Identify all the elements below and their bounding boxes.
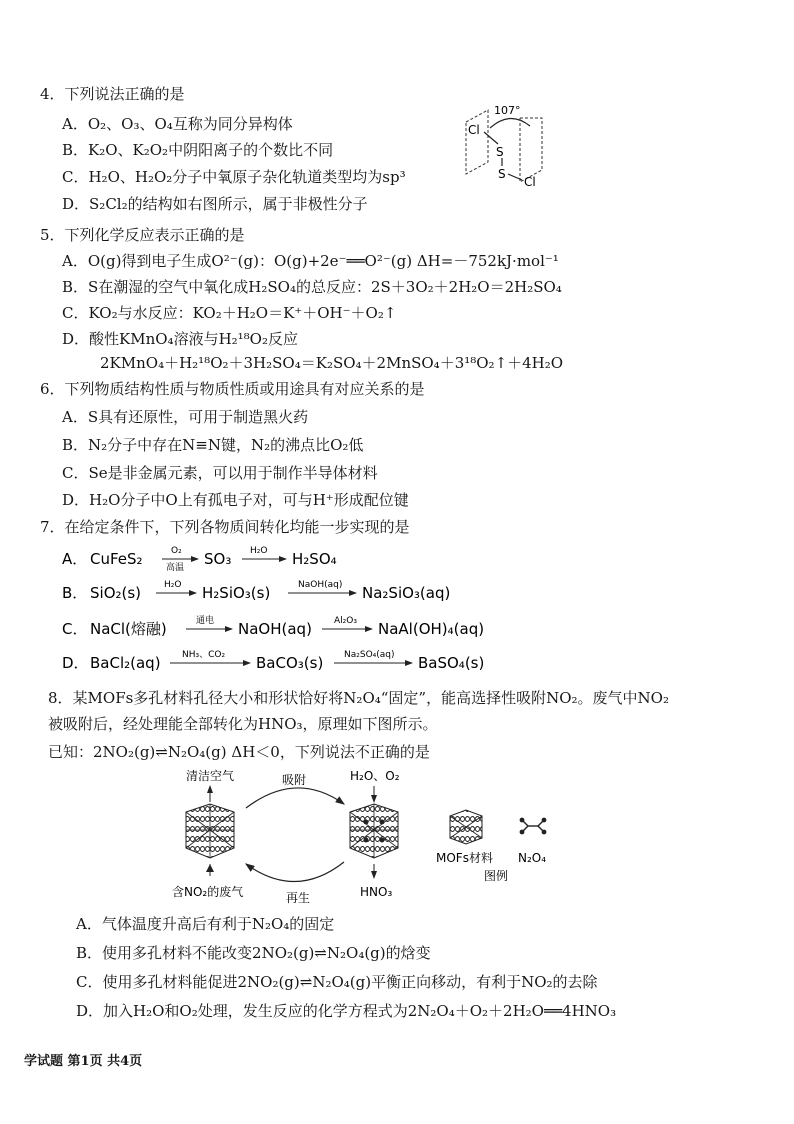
q6-option-c: C．Se是非金属元素，可以用于制作半导体材料 bbox=[62, 464, 378, 482]
q6-option-b: B．N₂分子中存在N≡N键，N₂的沸点比O₂低 bbox=[62, 436, 364, 454]
q7-d-s1: BaCl₂(aq) bbox=[90, 654, 161, 672]
waste-gas-arrowhead bbox=[206, 864, 214, 872]
plane-right bbox=[520, 118, 542, 182]
q4-option-a: A．O₂、O₃、O₄互称为同分异构体 bbox=[62, 115, 293, 133]
plane-left bbox=[466, 110, 488, 174]
q7-stem: 7．在给定条件下，下列各物质间转化均能一步实现的是 bbox=[40, 518, 410, 536]
q7-a-label: A． bbox=[62, 550, 88, 568]
q4-option-b: B．K₂O、K₂O₂中阴阳离子的个数比不同 bbox=[62, 141, 334, 159]
q7-option-d bbox=[62, 650, 484, 672]
q4-option-d: D．S₂Cl₂的结构如右图所示，属于非极性分子 bbox=[62, 195, 368, 213]
q6-option-d: D．H₂O分子中O上有孤电子对，可与H⁺形成配位键 bbox=[62, 491, 409, 509]
q7-b-label: B． bbox=[62, 584, 88, 602]
q8-known: 已知：2NO₂(g)⇌N₂O₄(g) ΔH＜0，下列说法不正确的是 bbox=[48, 743, 430, 761]
q5-option-d: D．酸性KMnO₄溶液与H₂¹⁸O₂反应 bbox=[62, 330, 298, 348]
bond-cl-s-1 bbox=[484, 132, 498, 144]
product-label: HNO₃ bbox=[360, 885, 393, 899]
legend-title: 图例 bbox=[484, 869, 509, 883]
q7-d-s3: BaSO₄(s) bbox=[418, 654, 485, 672]
adsorb-label: 吸附 bbox=[282, 773, 307, 787]
q8-option-a: A．气体温度升高后有利于N₂O₄的固定 bbox=[76, 915, 335, 933]
q7-option-b bbox=[62, 580, 450, 602]
waste-gas-label: 含NO₂的废气 bbox=[172, 885, 244, 899]
clean-air-label: 清洁空气 bbox=[186, 769, 235, 783]
q6-option-a: A．S具有还原性，可用于制造黑火药 bbox=[62, 408, 309, 426]
q7-c-s3: NaAl(OH)₄(aq) bbox=[378, 620, 485, 638]
q7-b-s1: SiO₂(s) bbox=[90, 584, 142, 602]
q7-d-s2: BaCO₃(s) bbox=[256, 654, 324, 672]
q7-d-c2-top: Na₂SO₄(aq) bbox=[344, 650, 395, 660]
page-footer: 学试题 第1页 共4页 bbox=[24, 1054, 143, 1069]
q7-d-label: D． bbox=[62, 654, 89, 672]
legend-mof-label: MOFs材料 bbox=[436, 851, 493, 865]
q5-stem: 5．下列化学反应表示正确的是 bbox=[40, 226, 245, 244]
regenerate-label: 再生 bbox=[286, 891, 311, 905]
q5-option-b: B．S在潮湿的空气中氧化成H₂SO₄的总反应：2S＋3O₂＋2H₂O＝2H₂SO₄ bbox=[62, 278, 562, 296]
q7-a-c2-top: H₂O bbox=[250, 546, 268, 556]
angle-label: 107° bbox=[494, 104, 521, 117]
atom-s-2: S bbox=[498, 167, 506, 181]
q7-a-c1-top: O₂ bbox=[171, 546, 182, 556]
q5-option-d-equation: 2KMnO₄＋H₂¹⁸O₂＋3H₂SO₄＝K₂SO₄＋2MnSO₄＋3¹⁸O₂↑＋4H₂O bbox=[100, 354, 564, 372]
adsorb-arrow bbox=[246, 788, 344, 808]
q7-b-c1-top: H₂O bbox=[164, 580, 182, 590]
q7-b-s3: Na₂SiO₃(aq) bbox=[362, 584, 451, 602]
q6-stem: 6．下列物质结构性质与物质性质或用途具有对应关系的是 bbox=[40, 380, 425, 398]
atom-cl-2: Cl bbox=[524, 175, 536, 189]
q8-option-b: B．使用多孔材料不能改变2NO₂(g)⇌N₂O₄(g)的焓变 bbox=[76, 944, 431, 962]
q7-d-c1-top: NH₃、CO₂ bbox=[182, 650, 226, 660]
regenerate-arrow bbox=[246, 862, 344, 882]
q7-b-c2-top: NaOH(aq) bbox=[298, 580, 343, 590]
q7-b-s2: H₂SiO₃(s) bbox=[202, 584, 271, 602]
q8-option-d: D．加入H₂O和O₂处理，发生反应的化学方程式为2N₂O₄＋O₂＋2H₂O══4HNO₃ bbox=[76, 1002, 617, 1020]
q7-c-s1: NaCl(熔融) bbox=[90, 620, 167, 638]
reagents-label: H₂O、O₂ bbox=[350, 769, 400, 783]
legend-n2o4-icon bbox=[520, 818, 547, 835]
s2cl2-structure-figure bbox=[458, 100, 568, 196]
q7-option-a bbox=[62, 546, 337, 573]
q7-a-s1: CuFeS₂ bbox=[90, 550, 143, 568]
q7-conversions bbox=[60, 538, 580, 678]
angle-arc bbox=[490, 118, 530, 128]
q8-stem-line2: 被吸附后，经处理能全部转化为HNO₃，原理如下图所示。 bbox=[48, 715, 438, 733]
atom-cl-1: Cl bbox=[468, 123, 480, 137]
q7-c-c2-top: Al₂O₃ bbox=[334, 616, 357, 626]
q5-option-a: A．O(g)得到电子生成O²⁻(g)：O(g)+2e⁻══O²⁻(g) ΔH=－752kJ·mol⁻¹ bbox=[62, 252, 559, 270]
q8-process-diagram bbox=[170, 764, 570, 910]
q4-option-c: C．H₂O、H₂O₂分子中氧原子杂化轨道类型均为sp³ bbox=[62, 168, 406, 186]
q8-stem-line1: 8．某MOFs多孔材料孔径大小和形状恰好将N₂O₄“固定”，能高选择性吸附NO₂。废气中NO₂ bbox=[48, 689, 669, 707]
q7-a-c1-bot: 高温 bbox=[166, 563, 185, 573]
q5-option-c: C．KO₂与水反应：KO₂＋H₂O＝K⁺＋OH⁻＋O₂↑ bbox=[62, 304, 397, 322]
q7-option-c bbox=[62, 614, 484, 638]
legend-n2o4-label: N₂O₄ bbox=[518, 851, 547, 865]
q4-stem: 4．下列说法正确的是 bbox=[40, 85, 185, 103]
q7-a-s2: SO₃ bbox=[204, 550, 232, 568]
legend-mof-icon bbox=[450, 810, 482, 844]
q7-c-s2: NaOH(aq) bbox=[238, 620, 312, 638]
q7-a-s3: H₂SO₄ bbox=[292, 550, 337, 568]
atom-s-1: S bbox=[496, 145, 504, 159]
mof-with-n2o4-icon bbox=[350, 804, 398, 858]
q7-c-c1-top: 通电 bbox=[196, 616, 215, 626]
q7-c-label: C． bbox=[62, 620, 88, 638]
mof-material-left-icon bbox=[186, 804, 234, 858]
q8-option-c: C．使用多孔材料能促进2NO₂(g)⇌N₂O₄(g)平衡正向移动，有利于NO₂的去除 bbox=[76, 973, 598, 991]
